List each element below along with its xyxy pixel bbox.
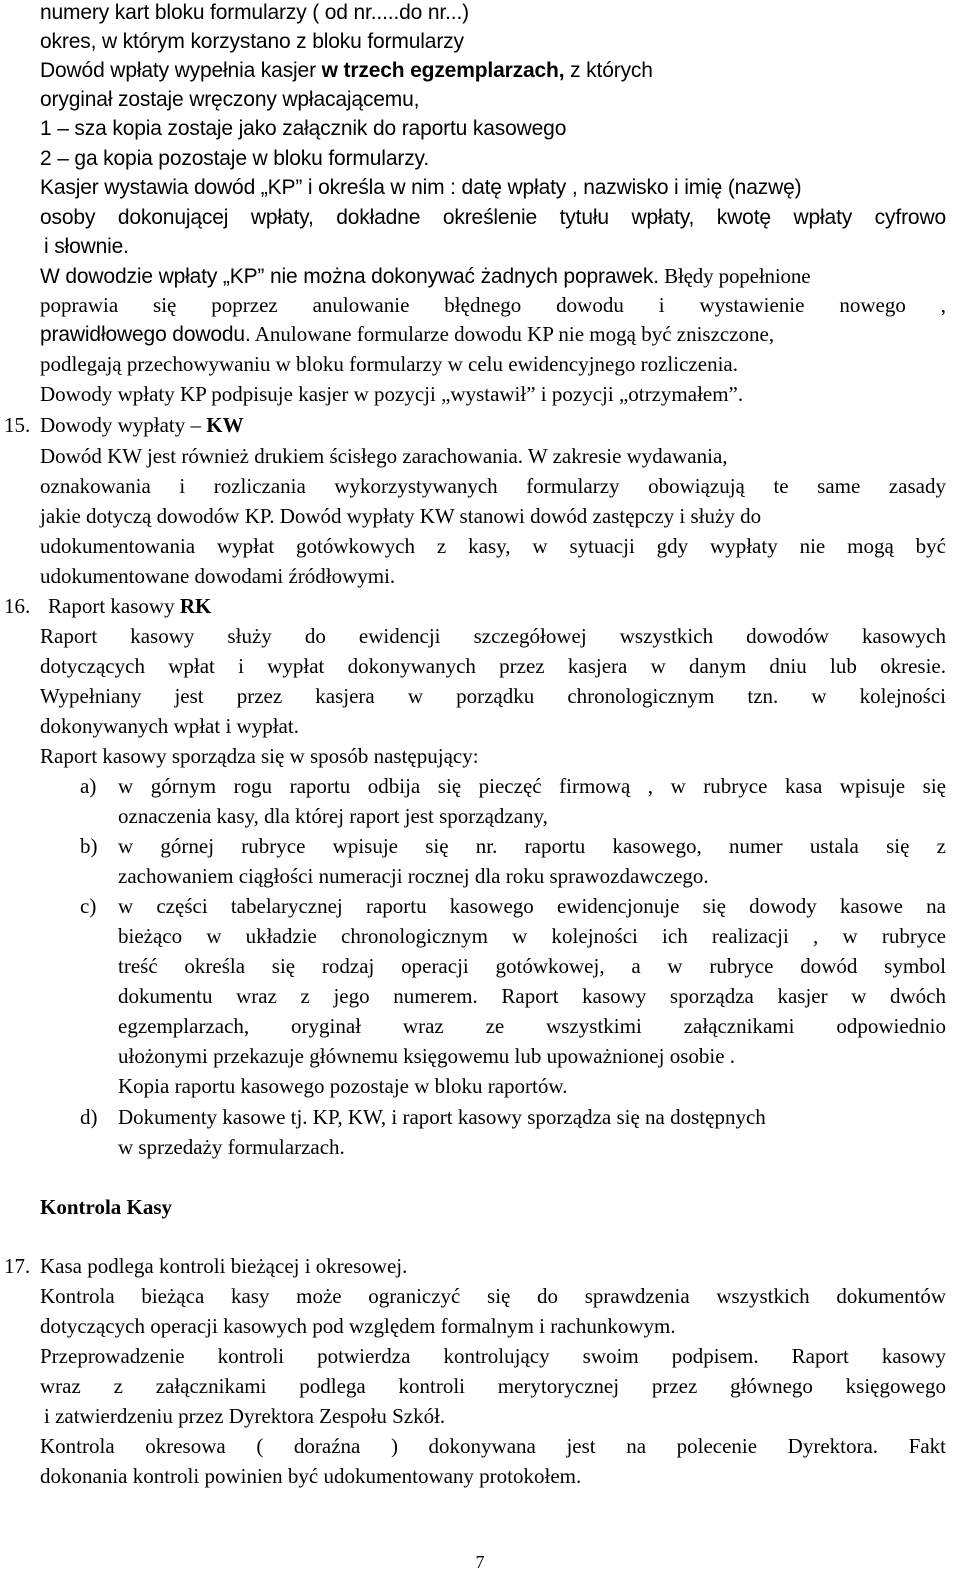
para-line (40, 1343, 946, 1369)
text-run: prawidłowego dowodu. (40, 323, 251, 346)
list-item-line: w górnej rubryce wpisuje się nr. raportu kasowego, numer ustala się z (118, 834, 946, 858)
para-line: oznakowania i rozliczania wykorzystywanych formularzy obowiązują te same zasady (40, 474, 946, 498)
para-line: 1 – sza kopia zostaje jako załącznik do raportu kasowego (40, 117, 567, 140)
list-item-line: oznaczenia kasy, dla której raport jest sporządzany, (118, 804, 548, 828)
para-line: numery kart bloku formularzy ( od nr.....do nr...) (40, 1, 469, 24)
heading-text: Dowody wypłaty – (40, 413, 207, 437)
list-item-line: ułożonymi przekazuje głównemu księgowemu lub upoważnionej osobie . (118, 1044, 736, 1068)
para-line: Kontrola bieżąca kasy może ograniczyć się do sprawdzenia wszystkich dokumentów (40, 1284, 946, 1308)
para-line (40, 58, 653, 84)
list-item-line: treść określa się rodzaj operacji gotówkowej, a w rubryce dowód symbol (118, 954, 946, 978)
text-run: jakie dotyczą dowodów KP. (40, 504, 275, 528)
para-line (40, 503, 761, 529)
para-line: Raport kasowy sporządza się w sposób następujący: (40, 744, 479, 768)
text-run: dokumentu wraz z jego numerem. (118, 984, 478, 1008)
list-item-line: Dokumenty kasowe tj. KP, KW, i raport kasowy sporządza się na dostępnych (118, 1105, 766, 1129)
para-line: oryginał zostaje wręczony wpłacającemu, (40, 88, 420, 111)
para-line: dokonania kontroli powinien być udokumentowany protokołem. (40, 1464, 582, 1488)
list-item-line: w sprzedaży formularzach. (118, 1135, 345, 1159)
para-line: udokumentowania wypłat gotówkowych z kasy, w sytuacji gdy wypłaty nie mogą być (40, 534, 946, 558)
para-line: Kontrola okresowa ( doraźna ) dokonywana jest na polecenie Dyrektora. Fakt (40, 1434, 946, 1458)
para-line: dokonywanych wpłat i wypłat. (40, 714, 299, 738)
list-item-line: zachowaniem ciągłości numeracji rocznej dla roku sprawozdawczego. (118, 864, 709, 888)
list-item-line: w górnym rogu raportu odbija się pieczęć firmową , w rubryce kasa wpisuje się (118, 774, 946, 798)
para-line (40, 263, 810, 290)
para-line: udokumentowane dowodami źródłowymi. (40, 564, 396, 588)
text-run: Raport kasowy sporządza kasjer w dwóch (477, 984, 946, 1008)
list-item-line (118, 983, 946, 1009)
page-number: 7 (475, 1552, 485, 1572)
para-line: Kasa podlega kontroli bieżącej i okresowej. (40, 1254, 408, 1278)
text-run: W dowodzie wpłaty „KP” nie można dokonywać żadnych poprawek. (40, 265, 659, 288)
text-run: Dowód wpłaty wypełnia kasjer (40, 59, 322, 82)
para-line: 2 – ga kopia pozostaje w bloku formularzy. (40, 147, 430, 170)
para-line: i słownie. (44, 235, 129, 258)
emphasis-text: w trzech egzemplarzach, (321, 59, 565, 82)
para-line: Wypełniany jest przez kasjera w porządku chronologicznym tzn. w kolejności (40, 684, 946, 708)
text-run: Raport kasowy (758, 1344, 946, 1368)
para-line: dotyczących wpłat i wypłat dokonywanych przez kasjera w danym dniu lub okresie. (40, 654, 946, 678)
list-marker: c) (80, 894, 97, 918)
para-line: osoby dokonującej wpłaty, dokładne określenie tytułu wpłaty, kwotę wpłaty cyfrowo (40, 206, 946, 229)
para-line: poprawia się poprzez anulowanie błędnego dowodu i wystawienie nowego , (40, 293, 946, 317)
list-marker: d) (80, 1105, 98, 1129)
text-run: W zakresie wydawania, (523, 444, 728, 468)
para-line: okres, w którym korzystano z bloku formularzy (40, 30, 464, 53)
para-line: Raport kasowy służy do ewidencji szczegółowej wszystkich dowodów kasowych (40, 624, 946, 648)
section-heading: Kontrola Kasy (40, 1195, 173, 1219)
para-line: i zatwierdzeniu przez Dyrektora Zespołu Szkół. (44, 1404, 446, 1428)
heading-code: KW (206, 413, 244, 437)
section-number: 15. (4, 413, 31, 437)
list-item-line: w części tabelarycznej raportu kasowego ewidencjonuje się dowody kasowe na (118, 894, 946, 918)
list-marker: b) (80, 834, 98, 858)
para-line (40, 321, 774, 348)
para-line: podlegają przechowywaniu w bloku formularzy w celu ewidencyjnego rozliczenia. (40, 352, 738, 376)
section-number: 16. (4, 594, 31, 618)
para-line: Kasjer wystawia dowód „KP” i określa w nim : datę wpłaty , nazwisko i imię (nazwę) (40, 176, 802, 199)
section-heading (48, 593, 211, 619)
text-run: Przeprowadzenie kontroli potwierdza kontrolujący swoim podpisem. (40, 1344, 759, 1368)
para-line (40, 443, 728, 469)
list-marker: a) (80, 774, 97, 798)
text-run: z których (564, 59, 653, 82)
para-line: wraz z załącznikami podlega kontroli merytorycznej przez głównego księgowego (40, 1374, 946, 1398)
text-run: Anulowane formularze dowodu KP nie mogą być zniszczone, (250, 322, 775, 346)
para-line: dotyczących operacji kasowych pod względem formalnym i rachunkowym. (40, 1314, 676, 1338)
heading-text: Raport kasowy (48, 594, 180, 618)
text-run: Dowód wypłaty KW stanowi dowód zastępczy i służy do (274, 504, 762, 528)
text-run: Dowód KW jest również drukiem ścisłego zarachowania. (40, 444, 524, 468)
section-number: 17. (4, 1254, 31, 1278)
list-item-line: bieżąco w układzie chronologicznym w kolejności ich realizacji , w rubryce (118, 924, 946, 948)
list-item-line: egzemplarzach, oryginał wraz ze wszystkimi załącznikami odpowiednio (118, 1014, 946, 1038)
para-line: Dowody wpłaty KP podpisuje kasjer w pozycji „wystawił” i pozycji „otrzymałem”. (40, 382, 744, 406)
section-heading (40, 412, 244, 438)
text-run: Błędy popełnione (658, 264, 811, 288)
list-item-line: Kopia raportu kasowego pozostaje w bloku raportów. (118, 1074, 568, 1098)
heading-code: RK (179, 594, 212, 618)
